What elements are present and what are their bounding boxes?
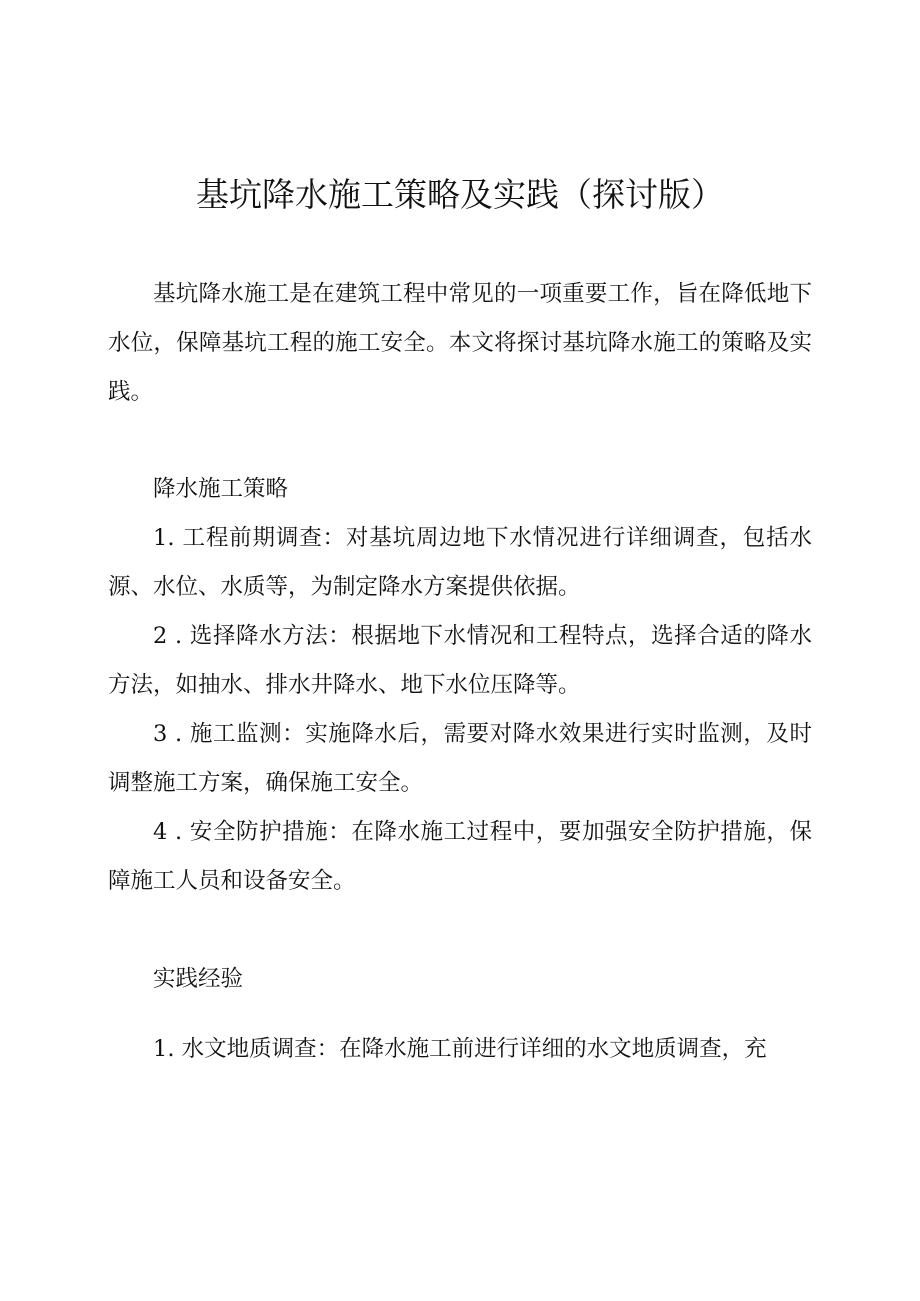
intro-paragraph: 基坑降水施工是在建筑工程中常见的一项重要工作，旨在降低地下水位，保障基坑工程的施工安全。本文将探讨基坑降水施工的策略及实践。 xyxy=(108,281,812,405)
section-heading-strategy: 降水施工策略 xyxy=(153,476,289,502)
strategy-item-4: 4 . 安全防护措施：在降水施工过程中，要加强安全防护措施，保障施工人员和设备安全。 xyxy=(108,819,812,894)
strategy-item-1: 1. 工程前期调查：对基坑周边地下水情况进行详细调查，包括水源、水位、水质等，为制定降水方案提供依据。 xyxy=(108,525,812,600)
strategy-item-2: 2 . 选择降水方法：根据地下水情况和工程特点，选择合适的降水方法，如抽水、排水井降水、地下水位压降等。 xyxy=(108,623,812,698)
section-heading-practice: 实践经验 xyxy=(153,966,244,992)
document-title: 基坑降水施工策略及实践（探讨版） xyxy=(196,175,724,214)
practice-item-1: 1. 水文地质调查：在降水施工前进行详细的水文地质调查，充 xyxy=(153,1036,767,1062)
strategy-item-3: 3 . 施工监测：实施降水后，需要对降水效果进行实时监测，及时调整施工方案，确保施工安全。 xyxy=(108,721,812,796)
